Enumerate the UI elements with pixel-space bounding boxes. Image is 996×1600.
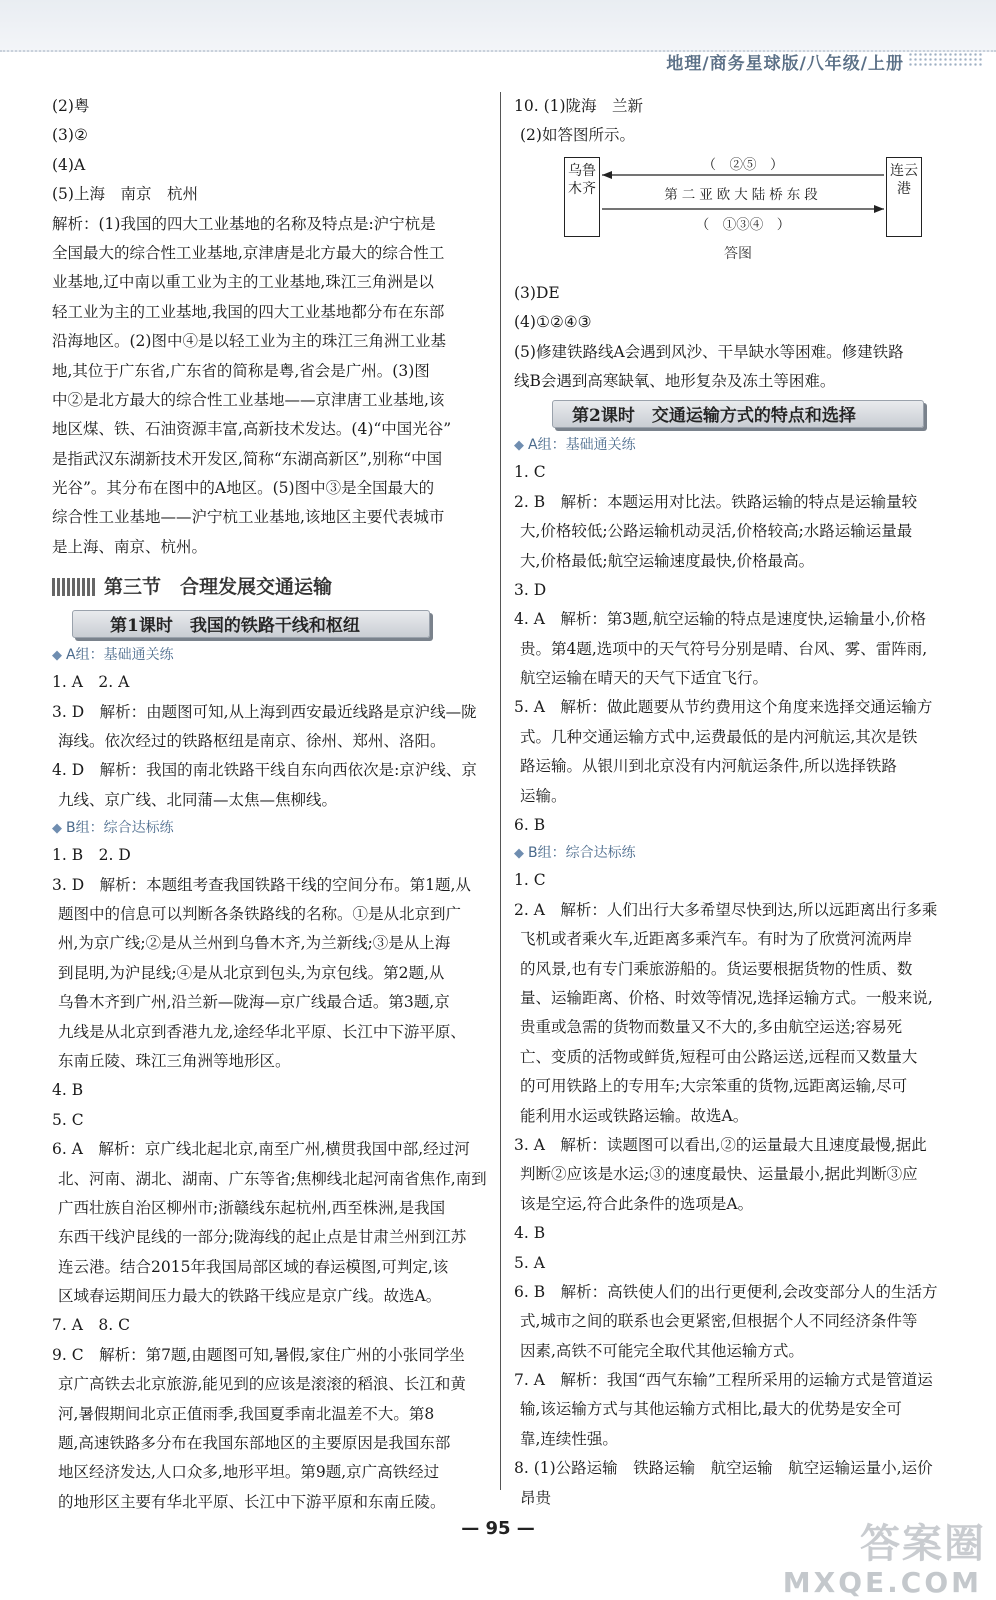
text-line: 6. B bbox=[514, 816, 546, 835]
text-line: 8. (1)公路运输 铁路运输 航空运输 航空运输运量小,运价 bbox=[514, 1459, 933, 1478]
left-group-b-heading: ◆ B组：综合达标练 bbox=[52, 820, 174, 837]
text-line: 沿海地区。(2)图中④是以轻工业为主的珠江三角洲工业基 bbox=[52, 332, 446, 351]
text-line: 乌鲁木齐到广州,沿兰新—陇海—京广线最合适。第3题,京 bbox=[58, 993, 450, 1012]
lesson-1-title: 第1课时 我国的铁路干线和枢纽 bbox=[110, 616, 360, 637]
text-line: 该是空运,符合此条件的选项是A。 bbox=[520, 1194, 754, 1213]
diamond-icon: ◆ bbox=[514, 438, 524, 454]
text-line: 是上海、南京、杭州。 bbox=[52, 537, 208, 556]
text-line: 全国最大的综合性工业基地,京津唐是北方最大的综合性工 bbox=[52, 243, 445, 262]
text-line: 5. C bbox=[52, 1110, 84, 1129]
text-line: (5)修建铁路线A会遇到风沙、干旱缺水等困难。修建铁路 bbox=[514, 342, 904, 361]
header-dots-decoration bbox=[908, 52, 982, 68]
section-bars-icon bbox=[52, 578, 96, 596]
text-line: 综合性工业基地——沪宁杭工业基地,该地区主要代表城市 bbox=[52, 508, 445, 527]
text-line: 是指武汉东湖新技术开发区,简称“东湖高新区”,别称“中国 bbox=[52, 449, 443, 468]
text-line: (5)上海 南京 杭州 bbox=[52, 185, 198, 204]
text-line: 题图中的信息可以判断各条铁路线的名称。①是从北京到广 bbox=[58, 904, 462, 923]
right-group-a-heading: ◆ A组：基础通关练 bbox=[514, 437, 636, 454]
left-group-a-heading: ◆ A组：基础通关练 bbox=[52, 647, 174, 664]
text-line: 1. C bbox=[514, 871, 546, 890]
text-line: 东西干线沪昆线的一部分;陇海线的起止点是甘肃兰州到江苏 bbox=[58, 1228, 467, 1247]
text-line: 2. B 解析：本题运用对比法。铁路运输的特点是运输量较 bbox=[514, 492, 918, 511]
text-line: 京广高铁去北京旅游,能见到的应该是滚滚的稻浪、长江和黄 bbox=[58, 1375, 466, 1394]
column-divider bbox=[500, 92, 501, 1490]
watermark-url: MXQE.COM bbox=[782, 1566, 982, 1599]
diamond-icon: ◆ bbox=[52, 648, 62, 664]
right-column bbox=[514, 92, 962, 1513]
watermark-logo: 答案圈 bbox=[860, 1521, 986, 1567]
text-line: 3. D 解析：由题图可知,从上海到西安最近线路是京沪线—陇 bbox=[52, 702, 477, 721]
text-line: 能利用水运或铁路运输。故选A。 bbox=[520, 1106, 749, 1125]
text-line: 河,暑假期间北京正值雨季,我国夏季南北温差不大。第8 bbox=[58, 1404, 435, 1423]
text-line: 北、河南、湖北、湖南、广东等省;焦柳线北起河南省焦作,南到 bbox=[58, 1169, 487, 1188]
diamond-icon: ◆ bbox=[52, 821, 62, 837]
text-line: 海线。依次经过的铁路枢纽是南京、徐州、郑州、洛阳。 bbox=[58, 732, 446, 751]
text-line: 1. A 2. A bbox=[52, 673, 130, 692]
text-line: 因素,高铁不可能完全取代其他运输方式。 bbox=[520, 1341, 804, 1360]
left-top-answers bbox=[52, 92, 500, 210]
text-line: 3. D bbox=[514, 580, 547, 599]
header-band bbox=[0, 0, 996, 52]
header-title: 地理/商务星球版/八年级/上册 bbox=[666, 54, 904, 74]
text-line: 2. A 解析：人们出行大多希望尽快到达,所以远距离出行多乘 bbox=[514, 900, 938, 919]
page-number: — 95 — bbox=[461, 1518, 535, 1539]
text-line: 题,高速铁路多分布在我国东部地区的主要原因是我国东部 bbox=[58, 1434, 451, 1453]
text-line: 地区经济发达,人口众多,地形平坦。第9题,京广高铁经过 bbox=[58, 1463, 440, 1482]
text-line: 9. C 解析：第7题,由题图可知,暑假,家住广州的小张同学坐 bbox=[52, 1345, 465, 1364]
text-line: 九线是从北京到香港九龙,途经华北平原、长江中下游平原、 bbox=[58, 1022, 466, 1041]
left-analysis-1 bbox=[52, 210, 500, 563]
text-line: 5. A 解析：做此题要从节约费用这个角度来选择交通运输方 bbox=[514, 698, 933, 717]
text-line: 4. D 解析：我国的南北铁路干线自东向西依次是:京沪线、京 bbox=[52, 761, 477, 780]
text-line: 判断②应该是水运;③的速度最快、运量最小,据此判断③应 bbox=[520, 1165, 918, 1184]
lesson-2-title: 第2课时 交通运输方式的特点和选择 bbox=[572, 406, 856, 427]
text-line: 地区煤、铁、石油资源丰富,高新技术发达。(4)“中国光谷” bbox=[52, 420, 452, 439]
diagram-caption: 答图 bbox=[724, 245, 752, 262]
answer-diagram bbox=[514, 151, 962, 279]
lesson-1-banner bbox=[52, 608, 500, 638]
text-line: 式。几种交通运输方式中,运费最低的是内河航运,其次是铁 bbox=[520, 727, 918, 746]
text-line: (3)DE bbox=[514, 283, 560, 302]
section-title: 第三节 合理发展交通运输 bbox=[104, 576, 333, 599]
text-line: 3. D 解析：本题组考查我国铁路干线的空间分布。第1题,从 bbox=[52, 875, 471, 894]
text-line: 1. B 2. D bbox=[52, 846, 131, 865]
diagram-middle-label: 第二亚欧大陆桥东段 bbox=[664, 186, 822, 203]
text-line: 中②是北方最大的综合性工业基地——京津唐工业基地,该 bbox=[52, 390, 445, 409]
text-line: 大,价格较低;公路运输机动灵活,价格较高;水路运输运量最 bbox=[520, 522, 913, 541]
text-line: 广西壮族自治区柳州市;浙赣线东起杭州,西至株洲,是我国 bbox=[58, 1198, 446, 1217]
text-line: 7. A 解析：我国“西气东输”工程所采用的运输方式是管道运 bbox=[514, 1371, 933, 1390]
left-group-b-answers bbox=[52, 841, 500, 1517]
text-line: 路运输。从银川到北京没有内河航运条件,所以选择铁路 bbox=[520, 757, 897, 776]
text-line: 4. B bbox=[52, 1081, 84, 1100]
right-group-b-answers bbox=[514, 866, 962, 1513]
text-line: 航空运输在晴天的天气下适宜飞行。 bbox=[520, 669, 769, 688]
text-line: 光谷”。其分布在图中的A地区。(5)图中③是全国最大的 bbox=[52, 479, 435, 498]
text-line: 解析：(1)我国的四大工业基地的名称及特点是:沪宁杭是 bbox=[52, 214, 436, 233]
right-group-b-heading: ◆ B组：综合达标练 bbox=[514, 845, 636, 862]
text-line: 运输。 bbox=[520, 786, 567, 805]
text-line: 九线、京广线、北同蒲—太焦—焦柳线。 bbox=[58, 790, 338, 809]
section-heading bbox=[52, 568, 500, 606]
text-line: 1. C bbox=[514, 463, 546, 482]
text-line: 线B会遇到高寒缺氧、地形复杂及冻土等困难。 bbox=[514, 371, 836, 390]
text-line: 的风景,也有专门乘旅游船的。货运要根据货物的性质、数 bbox=[520, 959, 913, 978]
text-line: 6. A 解析：京广线北起北京,南至广州,横贯我国中部,经过河 bbox=[52, 1140, 470, 1159]
text-line: 业基地,辽中南以重工业为主的工业基地,珠江三角洲是以 bbox=[52, 273, 434, 292]
text-line: 区域春运期间压力最大的铁路干线应是京广线。故选A。 bbox=[58, 1287, 442, 1306]
text-line: (4)A bbox=[52, 155, 86, 174]
text-line: 式,城市之间的联系也会更紧密,但根据个人不同经济条件等 bbox=[520, 1312, 918, 1331]
text-line: 贵重或急需的货物而数量又不大的,多由航空运送;容易死 bbox=[520, 1018, 903, 1037]
text-line: 飞机或者乘火车,近距离多乘汽车。有时为了欣赏河流两岸 bbox=[520, 930, 913, 949]
text-line: (2)粤 bbox=[52, 97, 90, 115]
text-line: 4. B bbox=[514, 1224, 546, 1243]
text-line: 4. A 解析：第3题,航空运输的特点是速度快,运输量小,价格 bbox=[514, 610, 927, 629]
diagram-bottom-label: （ ①③④ ） bbox=[695, 216, 791, 233]
left-column bbox=[52, 92, 500, 1517]
diagram-right-box: 连云港 bbox=[886, 157, 922, 237]
text-line: 的地形区主要有华北平原、长江中下游平原和东南丘陵。 bbox=[58, 1492, 446, 1511]
text-line: 大,价格最低;航空运输速度最快,价格最高。 bbox=[520, 551, 815, 570]
lesson-2-banner bbox=[514, 398, 962, 428]
text-line: 州,为京广线;②是从兰州到乌鲁木齐,为兰新线;③是从上海 bbox=[58, 934, 451, 953]
text-line: 到昆明,为沪昆线;④是从北京到包头,为京包线。第2题,从 bbox=[58, 963, 445, 982]
text-line: 6. B 解析：高铁使人们的出行更便利,会改变部分人的生活方 bbox=[514, 1282, 938, 1301]
text-line: 轻工业为主的工业基地,我国的四大工业基地都分布在东部 bbox=[52, 302, 445, 321]
text-line: 量、运输距离、价格、时效等情况,选择运输方式。一般来说, bbox=[520, 988, 933, 1007]
left-group-a-answers bbox=[52, 668, 500, 815]
text-line: 东南丘陵、珠江三角洲等地形区。 bbox=[58, 1051, 291, 1070]
text-line: 输,该运输方式与其他运输方式相比,最大的优势是安全可 bbox=[520, 1400, 902, 1419]
text-line: 连云港。结合2015年我国局部区域的春运模图,可判定,该 bbox=[58, 1257, 449, 1276]
diamond-icon: ◆ bbox=[514, 846, 524, 862]
text-line: 靠,连续性强。 bbox=[520, 1429, 618, 1448]
text-line: 地,其位于广东省,广东省的简称是粤,省会是广州。(3)图 bbox=[52, 361, 430, 380]
text-line: 5. A bbox=[514, 1253, 545, 1272]
right-group-a-answers bbox=[514, 458, 962, 840]
text-line: 7. A 8. C bbox=[52, 1316, 130, 1335]
q10-part1: 10. (1)陇海 兰新 bbox=[514, 97, 644, 115]
text-line: 的可用铁路上的专用车;大宗笨重的货物,远距离运输,尽可 bbox=[520, 1077, 908, 1096]
q10-remaining bbox=[514, 279, 962, 397]
q10-part2: (2)如答图所示。 bbox=[520, 126, 635, 145]
diagram-top-label: （ ②⑤ ） bbox=[702, 156, 784, 173]
text-line: 昂贵 bbox=[520, 1488, 552, 1507]
diagram-left-box: 乌鲁木齐 bbox=[564, 157, 600, 237]
text-line: (4)①②④③ bbox=[514, 313, 592, 332]
text-line: 3. A 解析：读题图可以看出,②的运量最大且速度最慢,据此 bbox=[514, 1135, 927, 1154]
text-line: 贵。第4题,选项中的天气符号分别是晴、台风、雾、雷阵雨, bbox=[520, 639, 928, 658]
text-line: (3)② bbox=[52, 126, 88, 145]
text-line: 亡、变质的活物或鲜货,短程可由公路运送,远程而又数量大 bbox=[520, 1047, 918, 1066]
